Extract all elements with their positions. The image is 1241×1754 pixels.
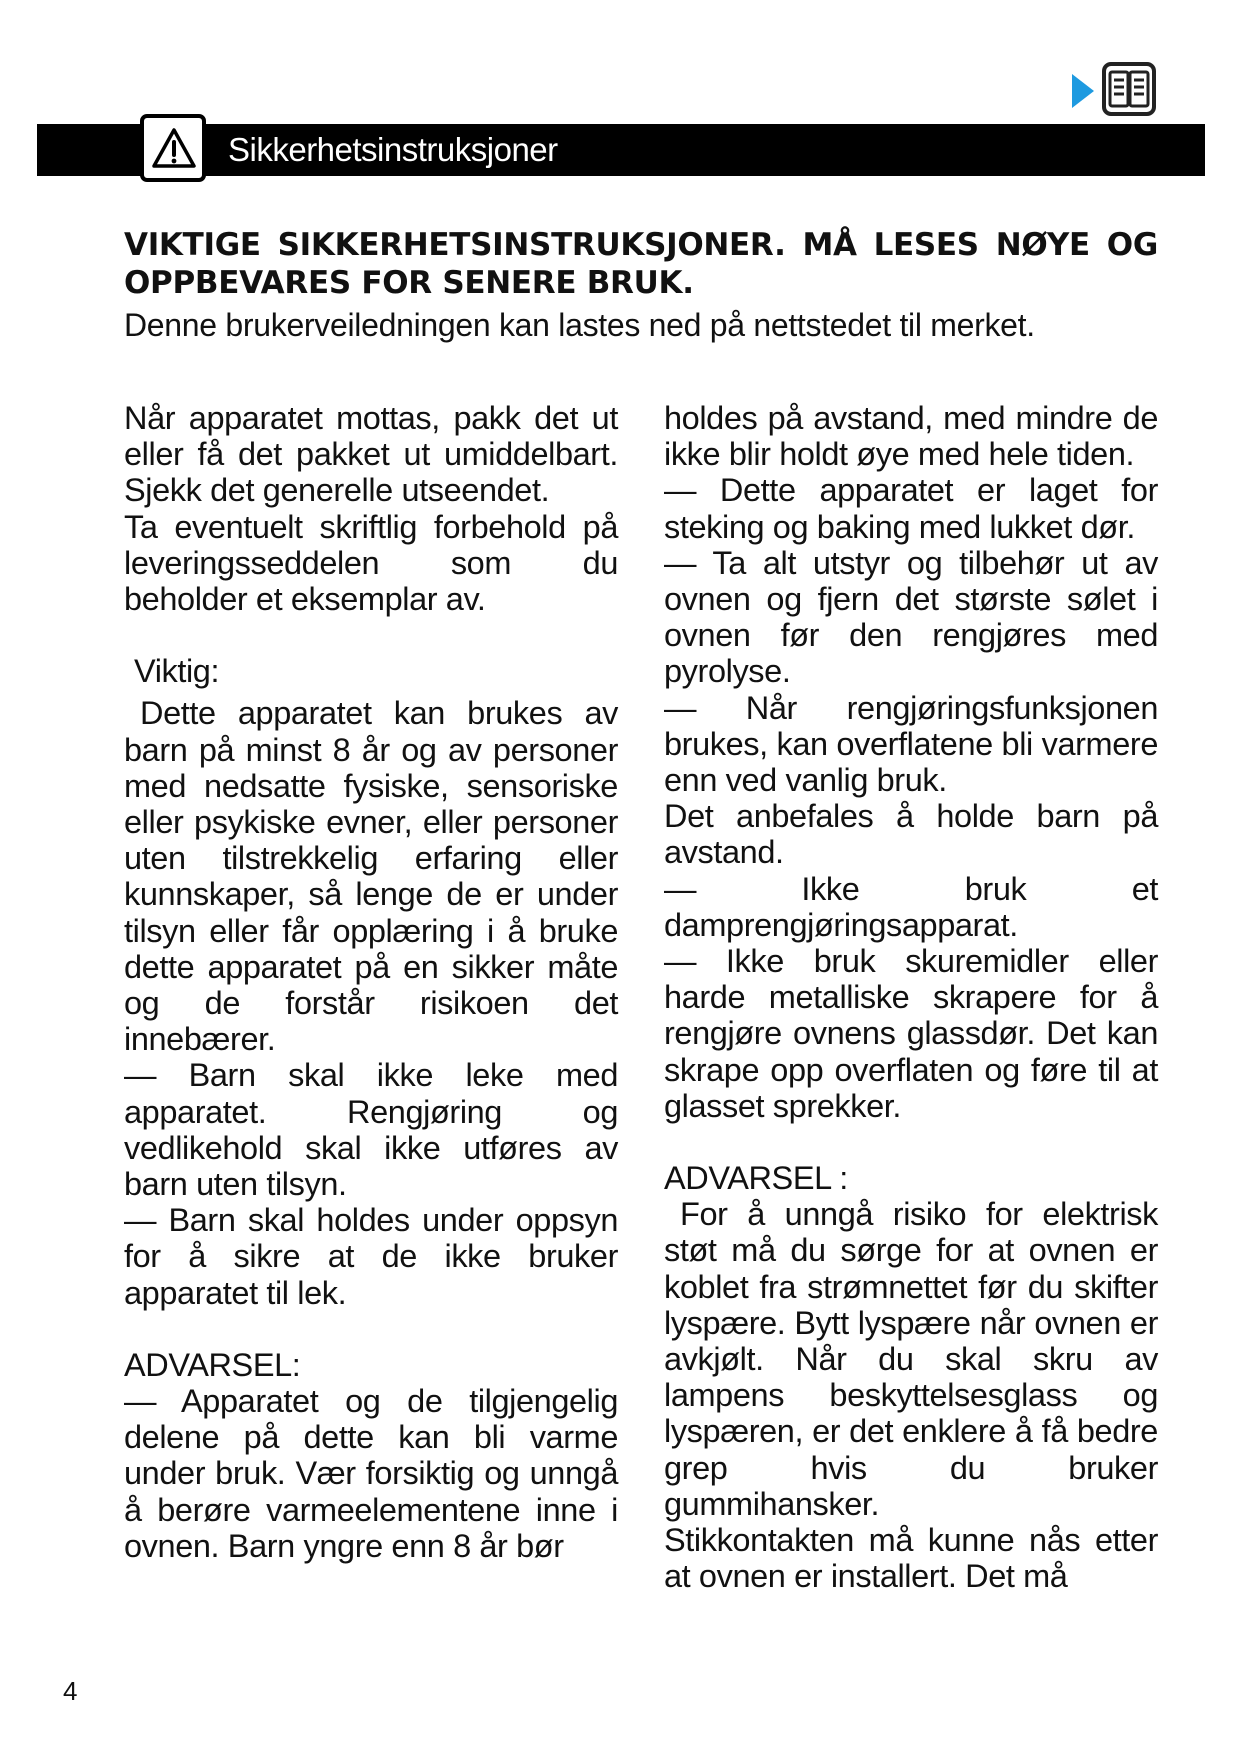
section-header-bar bbox=[37, 124, 1205, 176]
left-column bbox=[124, 400, 618, 1564]
intro-block bbox=[124, 226, 1158, 344]
paragraph: — Ikke bruk skuremidler eller harde metalliske skrapere for å rengjøre ovnens glassdør. Det kan skrape opp overflaten og føre til at glasset sprekker. bbox=[664, 943, 1158, 1124]
document-pages-icon[interactable] bbox=[1102, 62, 1156, 116]
paragraph: — Ta alt utstyr og tilbehør ut av ovnen og fjern det største sølet i ovnen før den rengjøres med pyrolyse. bbox=[664, 544, 1158, 690]
warning-triangle-icon bbox=[140, 114, 206, 182]
paragraph: For å unngå risiko for elektrisk støt må du sørge for at ovnen er koblet fra strømnettet før du skifter lyspære. Bytt lyspære når ovnen er avkjølt. Når du skal skru av lampens beskyttelsesglass og lyspæren, er det enklere å få bedre grep hvis du bruker gummihansker. bbox=[664, 1196, 1158, 1522]
paragraph: Dette apparatet kan brukes av barn på minst 8 år og av personer med nedsatte fysiske, sensoriske eller psykiske evner, eller personer uten tilstrekkelig erfaring eller kunnskaper, så lenge de er under tilsyn eller får opplæring i å bruke dette apparatet på en sikker måte og de forstår risikoen det innebærer. bbox=[124, 695, 618, 1058]
paragraph: Det anbefales å holde barn på avstand. bbox=[664, 798, 1158, 871]
paragraph: — Ikke bruk et damprengjøringsapparat. bbox=[664, 870, 1158, 943]
warning-heading: ADVARSEL: bbox=[124, 1346, 301, 1383]
play-arrow-icon[interactable] bbox=[1072, 74, 1094, 108]
important-heading: Viktig: bbox=[134, 653, 220, 690]
paragraph: Stikkontakten må kunne nås etter at ovnen er installert. Det må bbox=[664, 1522, 1158, 1595]
important-safety-heading: VIKTIGE SIKKERHETSINSTRUKSJONER. MÅ LESES NØYE OG OPPBEVARES FOR SENERE BRUK. bbox=[124, 227, 1158, 301]
section-title: Sikkerhetsinstruksjoner bbox=[228, 131, 558, 168]
warning-heading: ADVARSEL : bbox=[664, 1160, 848, 1197]
download-note: Denne brukerveiledningen kan lastes ned på nettstedet til merket. bbox=[124, 307, 1035, 343]
paragraph: — Dette apparatet er laget for steking og baking med lukket dør. bbox=[664, 472, 1158, 545]
paragraph: Når apparatet mottas, pakk det ut eller få det pakket ut umiddelbart. Sjekk det generelle utseendet. bbox=[124, 400, 618, 509]
right-column bbox=[664, 400, 1158, 1595]
page-number: 4 bbox=[63, 1676, 78, 1706]
paragraph: — Apparatet og de tilgjengelig delene på dette kan bli varme under bruk. Vær forsiktig og unngå å berøre varmeelementene inne i ovnen. Barn yngre enn 8 år bør bbox=[124, 1383, 618, 1564]
paragraph: holdes på avstand, med mindre de ikke blir holdt øye med hele tiden. bbox=[664, 400, 1158, 473]
paragraph: — Barn skal ikke leke med apparatet. Rengjøring og vedlikehold skal ikke utføres av barn uten tilsyn. bbox=[124, 1057, 618, 1203]
paragraph: Ta eventuelt skriftlig forbehold på leveringsseddelen som du beholder et eksemplar av. bbox=[124, 508, 618, 618]
paragraph: — Når rengjøringsfunksjonen brukes, kan overflatene bli varmere enn ved vanlig bruk. bbox=[664, 689, 1158, 799]
paragraph: — Barn skal holdes under oppsyn for å sikre at de ikke bruker apparatet til lek. bbox=[124, 1202, 618, 1311]
